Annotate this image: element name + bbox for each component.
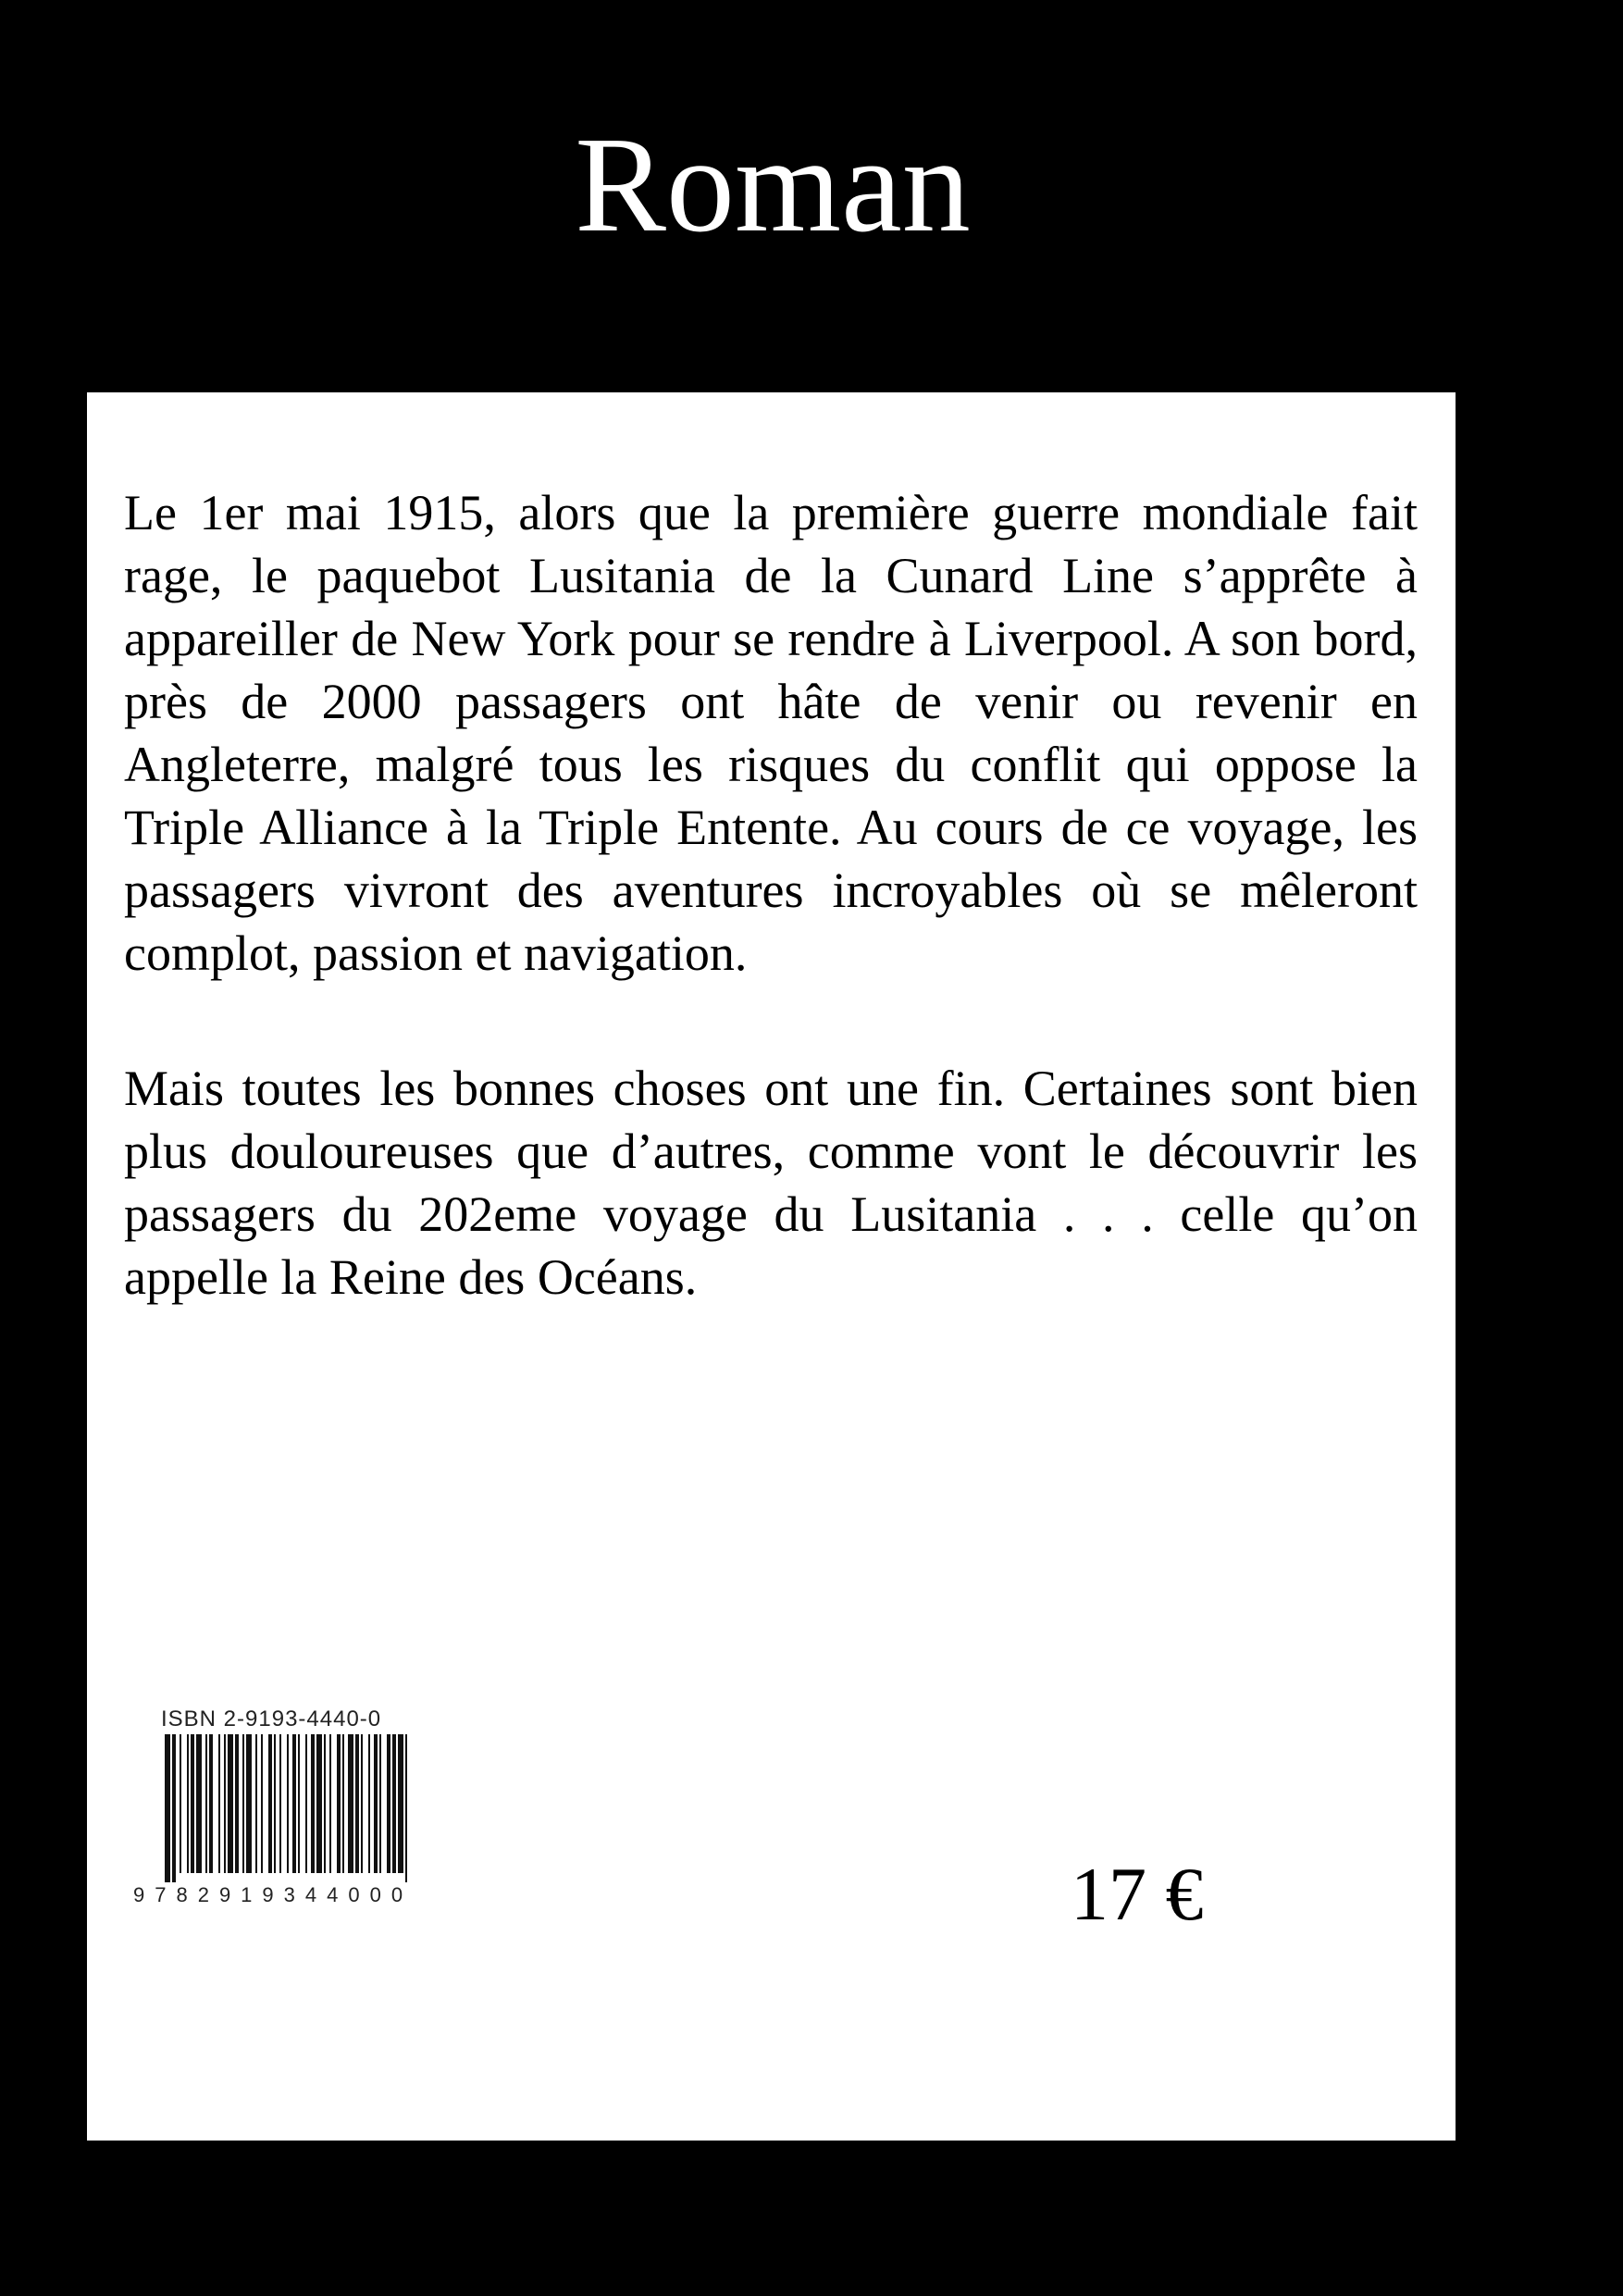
- cover-title: Roman: [575, 109, 971, 261]
- barcode-bars-icon: [161, 1734, 494, 1882]
- synopsis-paragraph-1: Le 1er mai 1915, alors que la première guerre mondiale fait rage, le paquebot Lusitania de la Cunard Line s’apprête à appareiller de New York pour se rendre à Liverpool. A son bord, près de 2000 passagers ont hâte de venir ou revenir en Angleterre, malgré tous les risques du conflit qui oppose la Triple Alliance à la Triple Entente. Au cours de ce voyage, les passagers vivront des aventures incroyables où se mêleront complot, passion et navigation.: [124, 485, 1418, 981]
- isbn-label: ISBN 2-9193-4440-0: [161, 1706, 382, 1731]
- price: 17 €: [1071, 1852, 1204, 1936]
- isbn-barcode: [133, 1706, 503, 1919]
- back-cover-panel: [87, 392, 1456, 2141]
- synopsis-paragraph-2: Mais toutes les bonnes choses ont une fin. Certaines sont bien plus douloureuses que d’autres, comme vont le découvrir les passagers du 202eme voyage du Lusitania . . . celle qu’on appelle la Reine des Océans.: [124, 1061, 1418, 1305]
- barcode-digits: 9782919344000: [133, 1883, 414, 1906]
